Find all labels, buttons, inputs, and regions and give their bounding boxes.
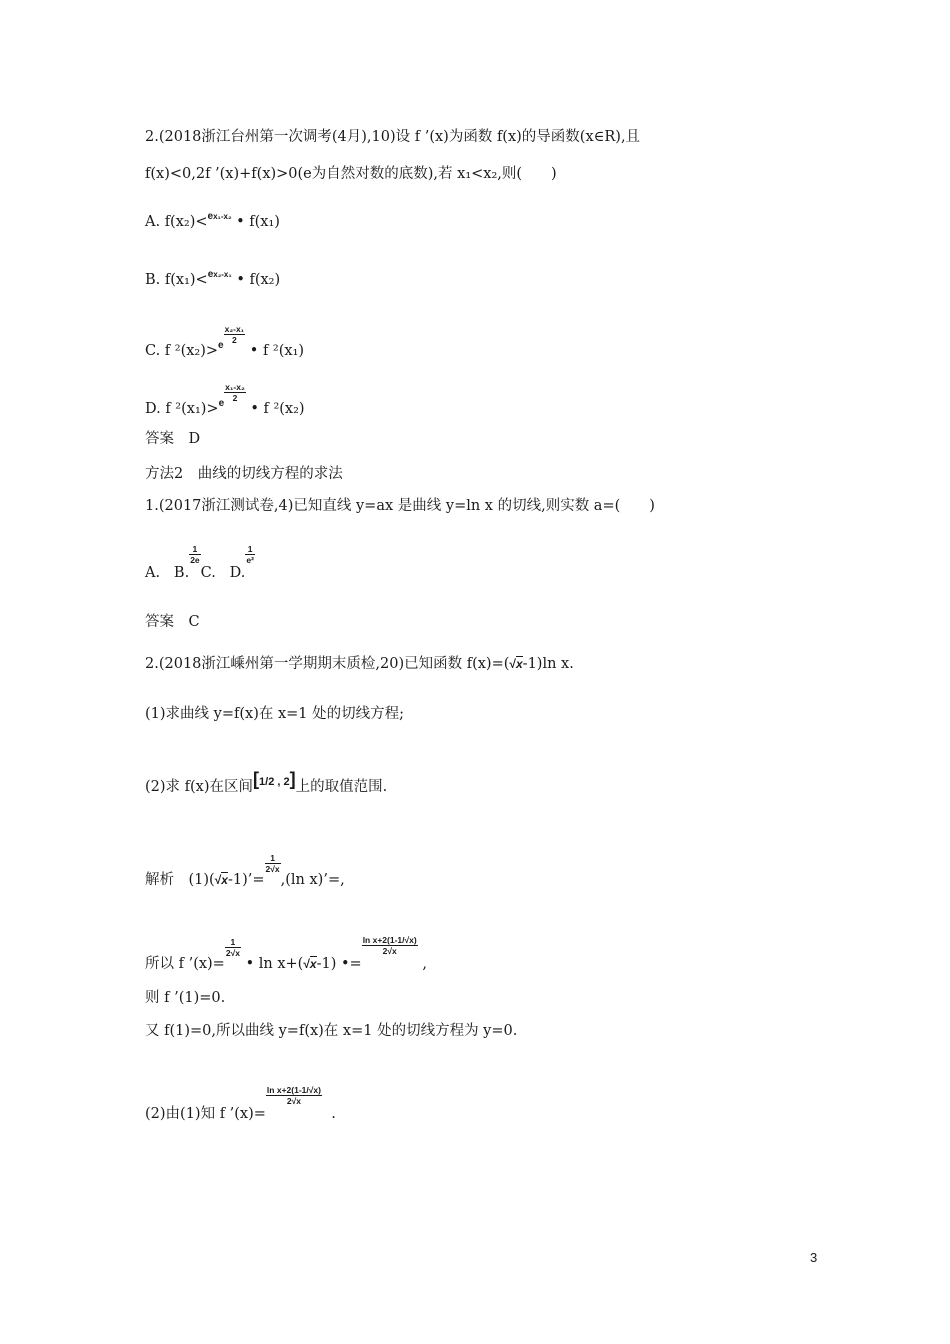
exponent-fraction: $\frac{\text{x₁-x₂}}{2}$ (225, 382, 245, 403)
q2-option-b: B. f(x₁)<ex₂-x₁ • f(x₂) (145, 266, 280, 289)
solution-line2: 所以 f ’(x)= $\frac{1}{2√x}$ • ln x+(√x-1) •= $\frac{\text{ln x+2(1-1/√x)}}{2√x}$ , (145, 935, 427, 972)
m2-q2-sub2: (2)求 f(x)在区间[1/2 , 2]上的取值范围. (145, 769, 388, 795)
m2-q1-options: A. B. $\frac{1}{2e}$ C. D. $\frac{1}{\text{e²}}$ (145, 544, 254, 581)
q2-option-c: C. f ²(x₂)>e $\frac{\text{x₂-x₁}}{2}$ • f ²(x₁) (145, 324, 305, 359)
q2-answer: 答案 D (145, 431, 201, 447)
q2-option-a: A. f(x₂)<ex₁-x₂ • f(x₁) (145, 208, 280, 231)
solution-line5: (2)由(1)知 f ’(x)= $\frac{\text{ln x+2(1-1/√x)}}{2√x}$ . (145, 1085, 336, 1122)
q2-option-d: D. f ²(x₁)>e $\frac{\text{x₁-x₂}}{2}$ • f ²(x₂) (145, 382, 305, 417)
fraction-b: $\frac{1}{2e}$ (190, 544, 200, 565)
fraction-d: $\frac{1}{\text{e²}}$ (246, 544, 254, 565)
exponent-fraction: $\frac{\text{x₂-x₁}}{2}$ (224, 324, 245, 345)
method2-heading: 方法2 曲线的切线方程的求法 (145, 466, 343, 482)
solution-line1: 解析 (1)(√x-1)’= $\frac{1}{2√x}$ ,(ln x)’=, (145, 853, 345, 888)
fraction-derivative: $\frac{\text{ln x+2(1-1/√x)}}{2√x}$ (362, 935, 417, 956)
fraction-1-over-2sqrtx: $\frac{1}{2√x}$ (265, 853, 280, 874)
exponent-e: ex₂-x₁ (207, 269, 232, 280)
interval-bracket: [1/2 , 2] (253, 769, 296, 789)
m2-q1-stem: 1.(2017浙江测试卷,4)已知直线 y=ax 是曲线 y=ln x 的切线,则实数 a=( ) (145, 498, 655, 514)
exponent-e: ex₁-x₂ (207, 211, 232, 222)
solution-line4: 又 f(1)=0,所以曲线 y=f(x)在 x=1 处的切线方程为 y=0. (145, 1023, 518, 1039)
q2-stem-line1: 2.(2018浙江台州第一次调考(4月),10)设 f ’(x)为函数 f(x)的导函数(x∈R),且 (145, 129, 641, 145)
m2-q2-stem: 2.(2018浙江嵊州第一学期期末质检,20)已知函数 f(x)=(√x-1)ln x. (145, 656, 574, 672)
m2-q1-answer: 答案 C (145, 614, 200, 630)
sqrt-x: √x (509, 657, 523, 671)
page-number: 3 (810, 1250, 818, 1265)
q2-stem-line2: f(x)<0,2f ’(x)+f(x)>0(e为自然对数的底数),若 x₁<x₂,则( ) (145, 166, 557, 182)
m2-q2-sub1: (1)求曲线 y=f(x)在 x=1 处的切线方程; (145, 706, 405, 722)
solution-line3: 则 f ’(1)=0. (145, 990, 226, 1006)
